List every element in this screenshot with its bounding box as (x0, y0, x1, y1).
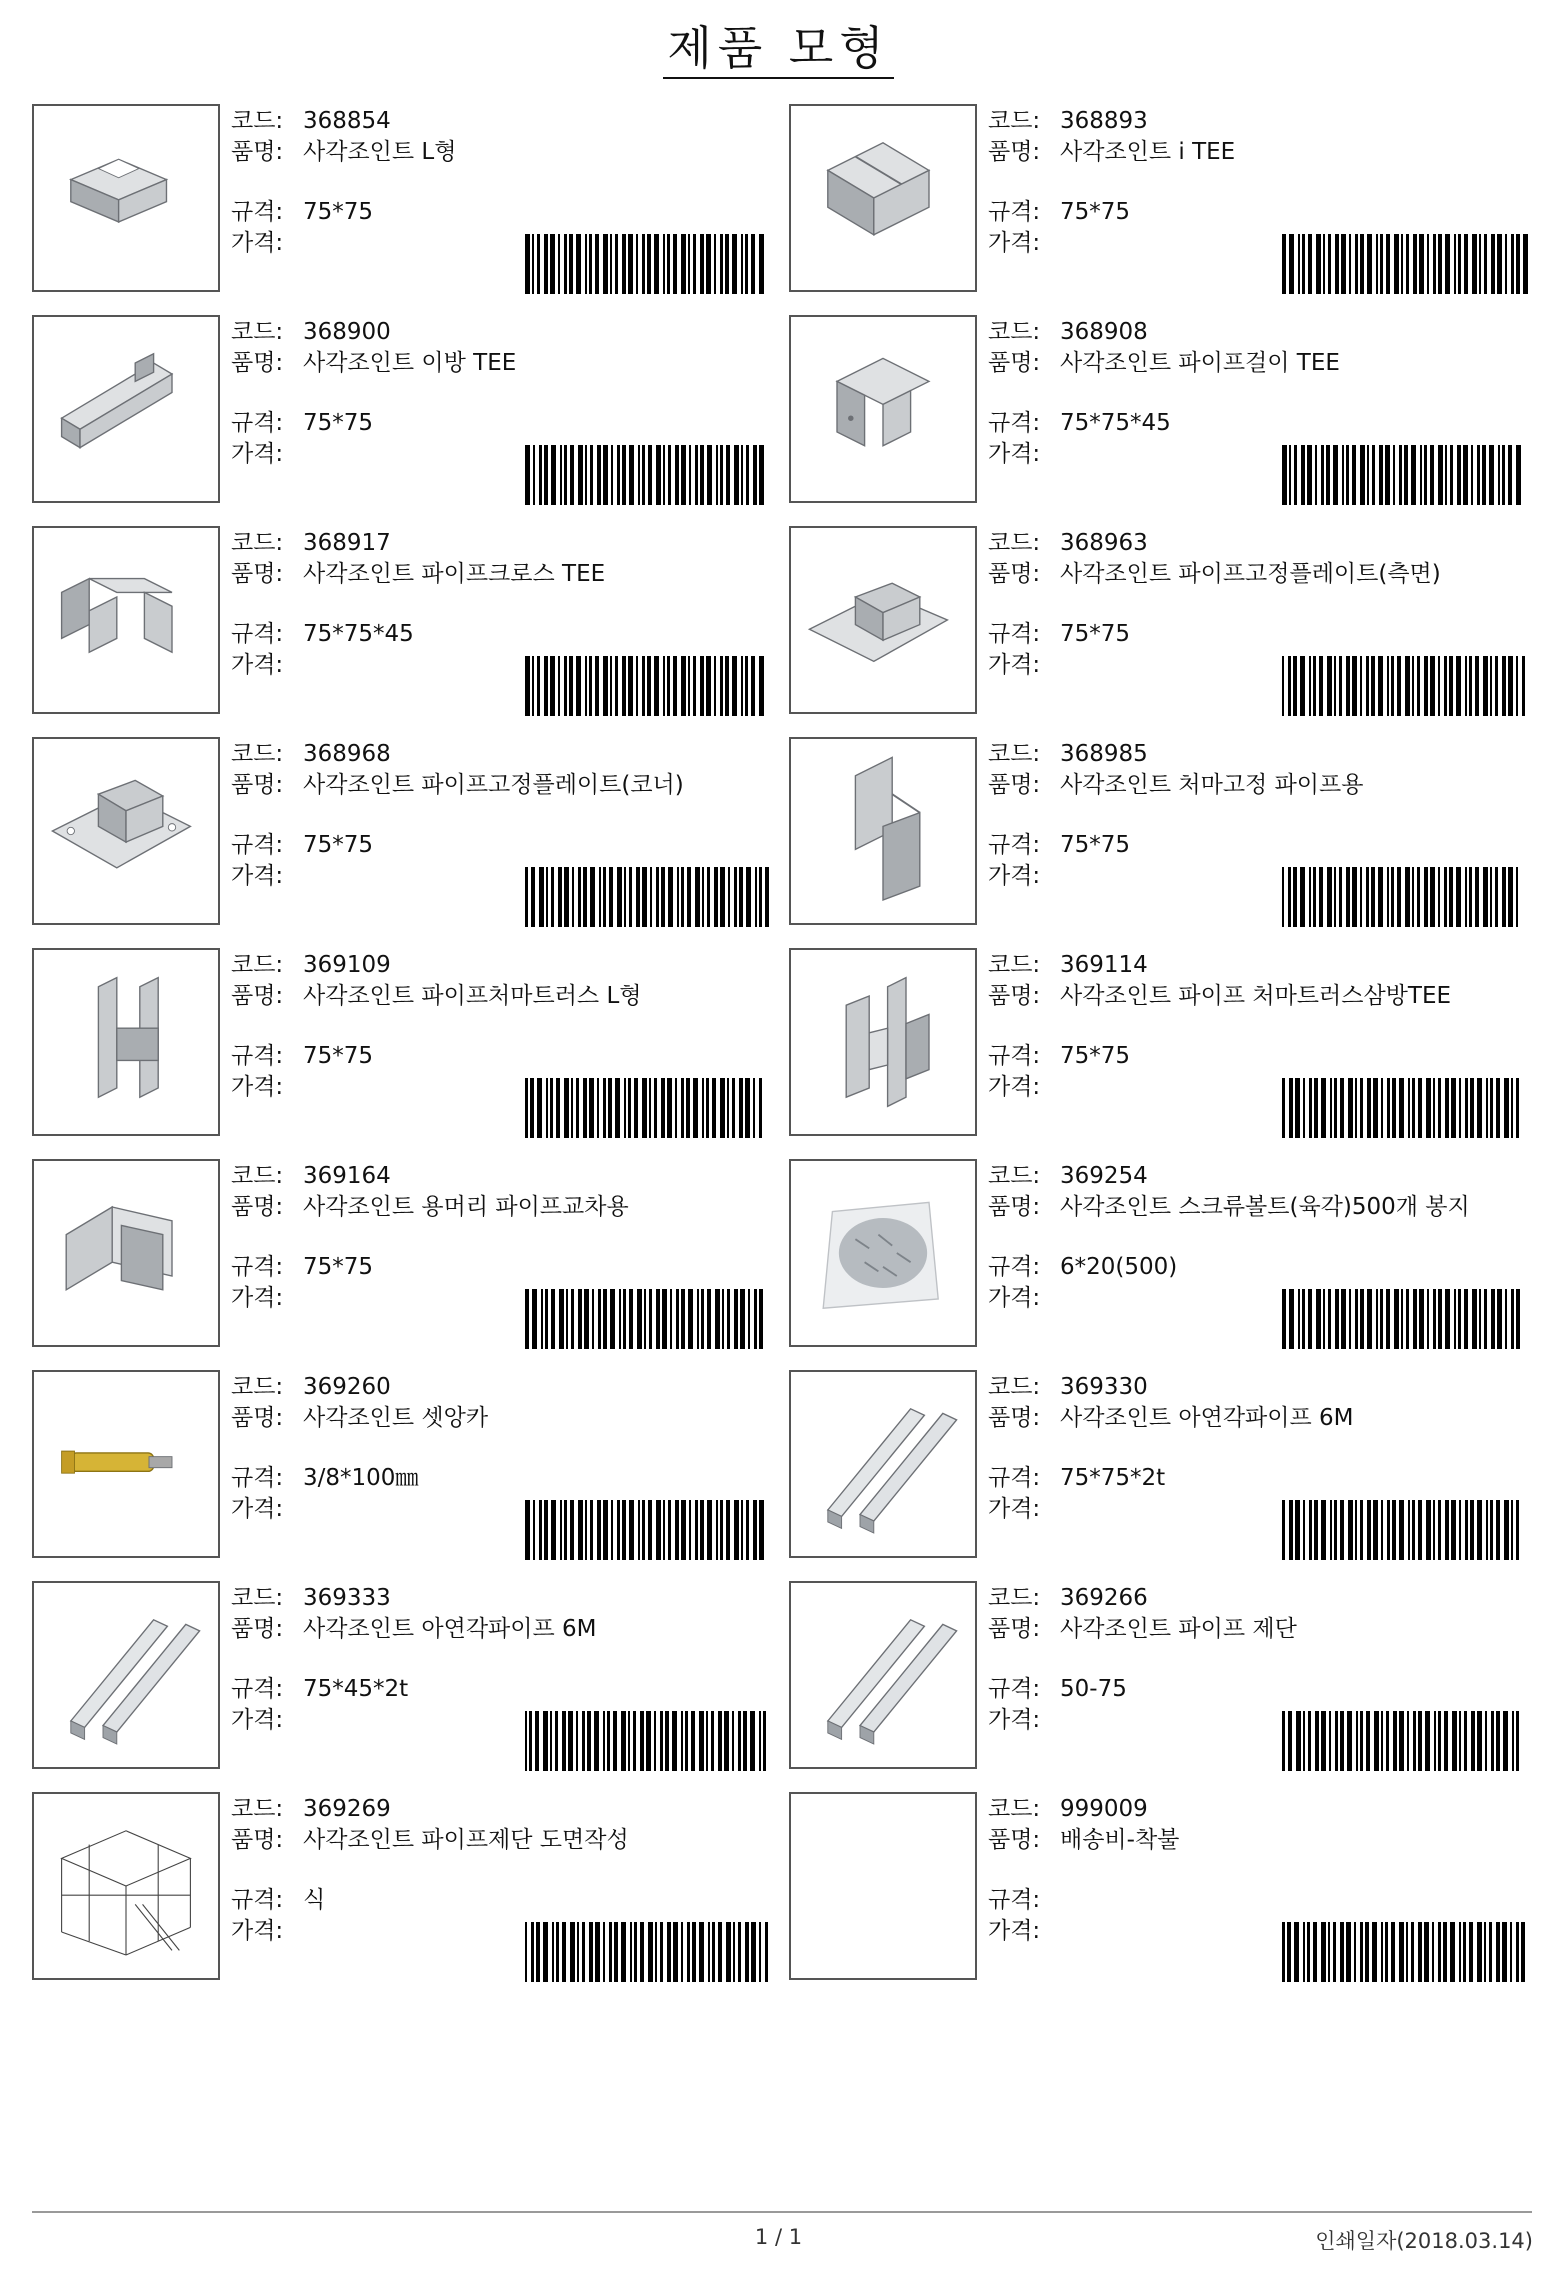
code-row (988, 106, 1528, 137)
name-label: 품명: (231, 139, 284, 165)
code-value: 369266 (1060, 1585, 1148, 1611)
price-label: 가격: (988, 1074, 1041, 1100)
name-row (988, 981, 1528, 1041)
spec-value: 75*75 (1060, 199, 1131, 225)
product-image-drawing (34, 1583, 218, 1767)
name-label: 품명: (988, 350, 1041, 376)
barcode (525, 1500, 771, 1560)
spec-row (231, 1674, 771, 1705)
product-image-drawing (791, 739, 975, 923)
code-row (988, 317, 1528, 348)
spec-row (231, 1885, 771, 1916)
product-image (789, 1792, 977, 1980)
product-card (789, 104, 1529, 296)
product-card (789, 1792, 1529, 1984)
code-row (231, 739, 771, 770)
code-value: 369114 (1060, 952, 1148, 978)
product-image (32, 1792, 220, 1980)
footer-divider (32, 2211, 1532, 2213)
barcode (525, 656, 771, 716)
code-value: 369333 (303, 1585, 391, 1611)
product-image-drawing (791, 317, 975, 501)
spec-label: 규격: (988, 1887, 1041, 1913)
spec-label: 규격: (988, 1043, 1041, 1069)
product-image (789, 1370, 977, 1558)
product-image (789, 948, 977, 1136)
spec-row (231, 1041, 771, 1072)
product-card (789, 526, 1529, 718)
barcode (1282, 234, 1528, 294)
name-value: 사각조인트 셋앙카 (303, 1405, 489, 1431)
name-value: 사각조인트 i TEE (1060, 139, 1236, 165)
name-label: 품명: (231, 1405, 284, 1431)
spec-value: 75*75*45 (303, 621, 414, 647)
barcode (1282, 656, 1528, 716)
code-label: 코드: (988, 319, 1041, 345)
spec-value: 3/8*100㎜ (303, 1465, 419, 1491)
spec-row (231, 408, 771, 439)
spec-row (988, 1674, 1528, 1705)
code-value: 369109 (303, 952, 391, 978)
spec-row (988, 1463, 1528, 1494)
spec-row (231, 619, 771, 650)
price-label: 가격: (231, 1074, 284, 1100)
spec-row (231, 1252, 771, 1283)
code-row (231, 1161, 771, 1192)
barcode (525, 1289, 771, 1349)
code-row (988, 1583, 1528, 1614)
code-label: 코드: (988, 1374, 1041, 1400)
name-value: 배송비-착불 (1060, 1827, 1180, 1853)
name-label: 품명: (231, 1827, 284, 1853)
spec-label: 규격: (988, 199, 1041, 225)
price-label: 가격: (231, 1918, 284, 1944)
spec-row (231, 1463, 771, 1494)
code-row (988, 1794, 1528, 1825)
code-row (231, 1372, 771, 1403)
code-row (231, 950, 771, 981)
name-row (988, 559, 1528, 619)
barcode (1282, 867, 1528, 927)
code-label: 코드: (988, 741, 1041, 767)
spec-value: 50-75 (1060, 1676, 1127, 1702)
code-row (988, 1372, 1528, 1403)
code-label: 코드: (231, 952, 284, 978)
code-value: 368963 (1060, 530, 1148, 556)
spec-value: 75*75 (303, 1254, 374, 1280)
name-row (231, 1403, 771, 1463)
code-row (988, 950, 1528, 981)
code-value: 369254 (1060, 1163, 1148, 1189)
name-label: 품명: (988, 1616, 1041, 1642)
product-card (789, 315, 1529, 507)
spec-row (988, 1041, 1528, 1072)
price-label: 가격: (988, 441, 1041, 467)
code-row (988, 1161, 1528, 1192)
code-label: 코드: (988, 1585, 1041, 1611)
price-label: 가격: (231, 652, 284, 678)
spec-value: 6*20(500) (1060, 1254, 1178, 1280)
name-row (231, 981, 771, 1041)
spec-label: 규격: (231, 1887, 284, 1913)
spec-value: 75*75 (303, 1043, 374, 1069)
spec-value: 75*45*2t (303, 1676, 409, 1702)
page-number: 1 / 1 (754, 2225, 803, 2249)
product-card (789, 1159, 1529, 1351)
product-image (32, 1370, 220, 1558)
code-value: 369330 (1060, 1374, 1148, 1400)
spec-label: 규격: (988, 1254, 1041, 1280)
barcode (1282, 1078, 1528, 1138)
product-image-drawing (34, 528, 218, 712)
product-image (32, 315, 220, 503)
spec-label: 규격: (988, 832, 1041, 858)
barcode (525, 234, 771, 294)
name-value: 사각조인트 이방 TEE (303, 350, 517, 376)
product-image (789, 1159, 977, 1347)
product-image-drawing (791, 1794, 975, 1978)
code-value: 368854 (303, 108, 391, 134)
product-image (32, 104, 220, 292)
name-value: 사각조인트 처마고정 파이프용 (1060, 772, 1364, 798)
spec-value: 75*75 (1060, 832, 1131, 858)
name-row (231, 137, 771, 197)
spec-value: 75*75 (303, 410, 374, 436)
spec-row (988, 408, 1528, 439)
product-image-drawing (34, 106, 218, 290)
name-label: 품명: (231, 983, 284, 1009)
price-label: 가격: (988, 652, 1041, 678)
product-image-drawing (34, 739, 218, 923)
spec-row (988, 619, 1528, 650)
code-value: 369164 (303, 1163, 391, 1189)
product-card (789, 948, 1529, 1140)
price-label: 가격: (231, 441, 284, 467)
spec-label: 규격: (988, 1676, 1041, 1702)
name-value: 사각조인트 용머리 파이프교차용 (303, 1194, 629, 1220)
code-value: 369269 (303, 1796, 391, 1822)
code-label: 코드: (988, 952, 1041, 978)
name-label: 품명: (988, 561, 1041, 587)
code-label: 코드: (231, 1374, 284, 1400)
name-value: 사각조인트 아연각파이프 6M (303, 1616, 597, 1642)
code-label: 코드: (988, 1163, 1041, 1189)
price-label: 가격: (231, 1707, 284, 1733)
product-card (32, 526, 772, 718)
code-value: 368893 (1060, 108, 1148, 134)
name-row (988, 137, 1528, 197)
spec-label: 규격: (231, 199, 284, 225)
spec-value: 75*75*45 (1060, 410, 1171, 436)
product-image (32, 737, 220, 925)
spec-row (988, 1252, 1528, 1283)
product-card (789, 1581, 1529, 1773)
code-value: 369260 (303, 1374, 391, 1400)
spec-label: 규격: (231, 1676, 284, 1702)
name-value: 사각조인트 파이프고정플레이트(측면) (1060, 561, 1441, 587)
price-label: 가격: (231, 230, 284, 256)
barcode (1282, 1922, 1528, 1982)
name-row (231, 348, 771, 408)
code-label: 코드: (231, 319, 284, 345)
spec-label: 규격: (988, 1465, 1041, 1491)
code-row (231, 528, 771, 559)
code-label: 코드: (231, 1585, 284, 1611)
product-card (32, 315, 772, 507)
code-value: 999009 (1060, 1796, 1148, 1822)
product-image-drawing (791, 1583, 975, 1767)
barcode (1282, 1500, 1528, 1560)
product-card (32, 104, 772, 296)
spec-label: 규격: (231, 410, 284, 436)
spec-label: 규격: (231, 1254, 284, 1280)
name-label: 품명: (988, 139, 1041, 165)
product-image-drawing (791, 1372, 975, 1556)
spec-value: 75*75 (303, 832, 374, 858)
code-value: 368968 (303, 741, 391, 767)
product-image-drawing (791, 950, 975, 1134)
spec-label: 규격: (988, 621, 1041, 647)
name-label: 품명: (231, 1194, 284, 1220)
barcode (1282, 1711, 1528, 1771)
name-label: 품명: (988, 1827, 1041, 1853)
code-row (988, 528, 1528, 559)
product-card (32, 1159, 772, 1351)
barcode (525, 1711, 771, 1771)
name-row (231, 1192, 771, 1252)
product-image (32, 1581, 220, 1769)
spec-label: 규격: (231, 1043, 284, 1069)
code-value: 368908 (1060, 319, 1148, 345)
code-row (231, 1583, 771, 1614)
spec-value: 식 (303, 1887, 326, 1913)
product-image (789, 315, 977, 503)
product-image (32, 1159, 220, 1347)
name-label: 품명: (988, 772, 1041, 798)
product-image-drawing (34, 317, 218, 501)
product-image-drawing (34, 1794, 218, 1978)
product-image-drawing (34, 1372, 218, 1556)
name-value: 사각조인트 파이프처마트러스 L형 (303, 983, 642, 1009)
spec-value: 75*75*2t (1060, 1465, 1166, 1491)
name-row (231, 559, 771, 619)
code-row (231, 106, 771, 137)
product-image (789, 1581, 977, 1769)
spec-value: 75*75 (1060, 621, 1131, 647)
code-label: 코드: (231, 1796, 284, 1822)
name-row (231, 1825, 771, 1885)
product-image (32, 948, 220, 1136)
name-row (231, 1614, 771, 1674)
product-card (32, 948, 772, 1140)
code-value: 368985 (1060, 741, 1148, 767)
name-value: 사각조인트 파이프걸이 TEE (1060, 350, 1340, 376)
spec-label: 규격: (231, 1465, 284, 1491)
name-row (988, 1192, 1528, 1252)
spec-row (988, 830, 1528, 861)
product-image (32, 526, 220, 714)
product-image (789, 737, 977, 925)
price-label: 가격: (231, 863, 284, 889)
name-value: 사각조인트 스크류볼트(육각)500개 봉지 (1060, 1194, 1470, 1220)
barcode (525, 445, 771, 505)
spec-label: 규격: (988, 410, 1041, 436)
page-title: 제품 모형 (0, 12, 1557, 78)
product-image-drawing (791, 528, 975, 712)
name-label: 품명: (231, 1616, 284, 1642)
name-row (988, 1403, 1528, 1463)
product-image-drawing (791, 1161, 975, 1345)
name-row (988, 348, 1528, 408)
barcode (525, 1922, 771, 1982)
spec-row (231, 830, 771, 861)
name-label: 품명: (231, 350, 284, 376)
name-value: 사각조인트 파이프고정플레이트(코너) (303, 772, 684, 798)
name-value: 사각조인트 아연각파이프 6M (1060, 1405, 1354, 1431)
name-value: 사각조인트 L형 (303, 139, 457, 165)
code-label: 코드: (988, 1796, 1041, 1822)
barcode (525, 1078, 771, 1138)
name-row (988, 1825, 1528, 1885)
code-value: 368917 (303, 530, 391, 556)
price-label: 가격: (988, 863, 1041, 889)
product-image (789, 526, 977, 714)
code-label: 코드: (231, 1163, 284, 1189)
name-label: 품명: (231, 561, 284, 587)
spec-label: 규격: (231, 832, 284, 858)
spec-value: 75*75 (303, 199, 374, 225)
code-label: 코드: (231, 108, 284, 134)
spec-row (231, 197, 771, 228)
barcode (525, 867, 771, 927)
barcode (1282, 1289, 1528, 1349)
name-value: 사각조인트 파이프제단 도면작성 (303, 1827, 629, 1853)
product-image-drawing (791, 106, 975, 290)
print-date: 인쇄일자(2018.03.14) (1315, 2229, 1533, 2253)
price-label: 가격: (231, 1285, 284, 1311)
name-label: 품명: (988, 1194, 1041, 1220)
code-label: 코드: (231, 741, 284, 767)
name-value: 사각조인트 파이프 제단 (1060, 1616, 1297, 1642)
name-row (231, 770, 771, 830)
code-label: 코드: (988, 530, 1041, 556)
product-image-drawing (34, 950, 218, 1134)
code-row (988, 739, 1528, 770)
product-image (789, 104, 977, 292)
name-label: 품명: (231, 772, 284, 798)
product-image-drawing (34, 1161, 218, 1345)
product-card (32, 737, 772, 929)
name-value: 사각조인트 파이프 처마트러스삼방TEE (1060, 983, 1452, 1009)
code-row (231, 317, 771, 348)
spec-row (988, 1885, 1528, 1916)
barcode (1282, 445, 1528, 505)
price-label: 가격: (988, 1707, 1041, 1733)
price-label: 가격: (988, 230, 1041, 256)
code-value: 368900 (303, 319, 391, 345)
product-card (789, 737, 1529, 929)
spec-value: 75*75 (1060, 1043, 1131, 1069)
name-row (988, 1614, 1528, 1674)
price-label: 가격: (988, 1496, 1041, 1522)
name-label: 품명: (988, 983, 1041, 1009)
price-label: 가격: (231, 1496, 284, 1522)
product-card (32, 1370, 772, 1562)
price-label: 가격: (988, 1285, 1041, 1311)
spec-label: 규격: (231, 621, 284, 647)
product-card (789, 1370, 1529, 1562)
name-value: 사각조인트 파이프크로스 TEE (303, 561, 606, 587)
product-card (32, 1581, 772, 1773)
product-card (32, 1792, 772, 1984)
price-label: 가격: (988, 1918, 1041, 1944)
code-label: 코드: (231, 530, 284, 556)
code-label: 코드: (988, 108, 1041, 134)
name-label: 품명: (988, 1405, 1041, 1431)
spec-row (988, 197, 1528, 228)
code-row (231, 1794, 771, 1825)
name-row (988, 770, 1528, 830)
